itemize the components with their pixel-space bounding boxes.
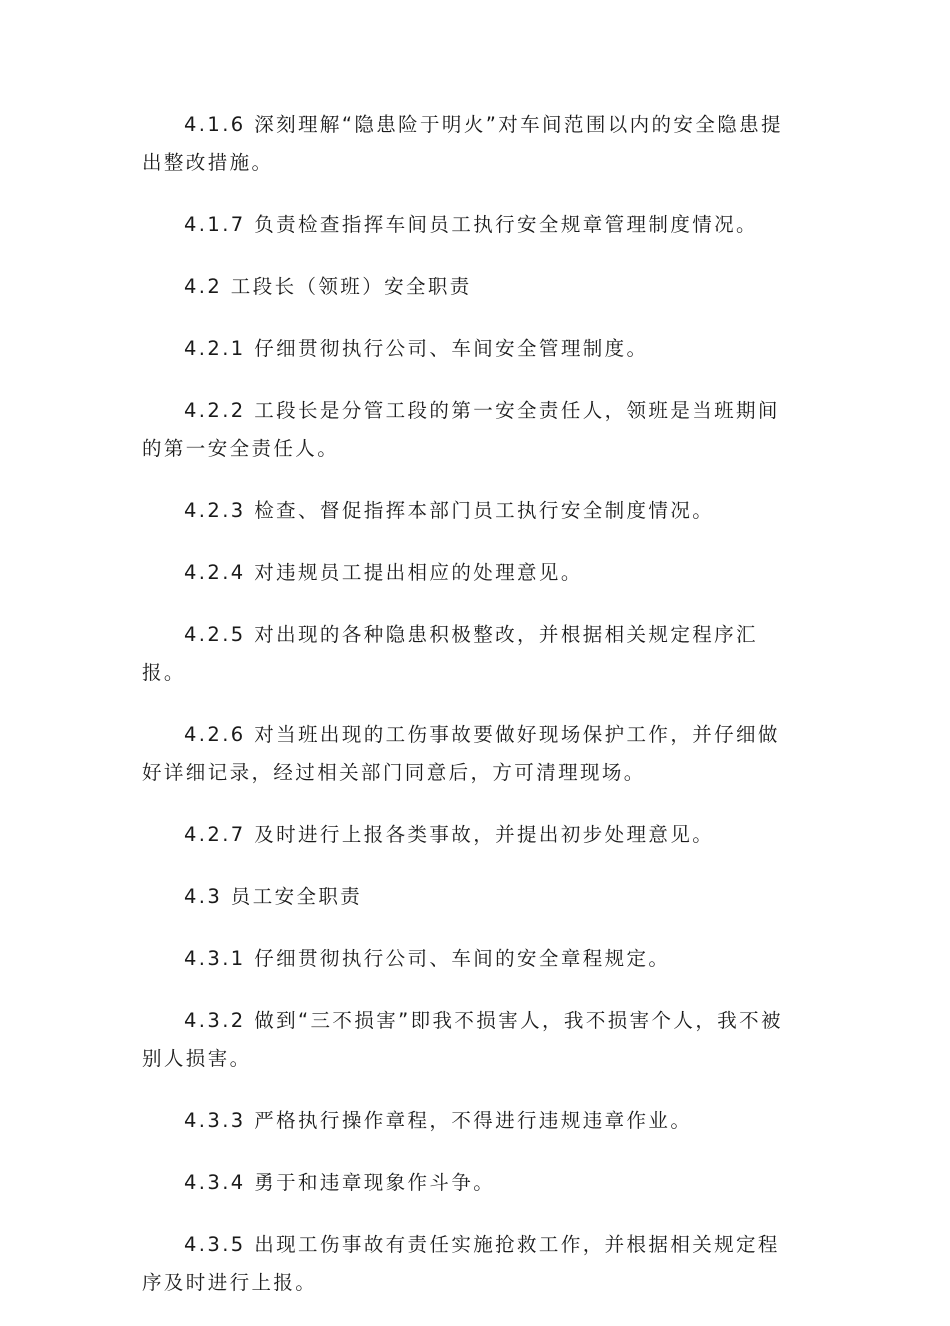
clause-4-1-6: 4.1.6 深刻理解“隐患险于明火”对车间范围以内的安全隐患提出整改措施。 [142, 113, 783, 174]
clause-4-3-4: 4.3.4 勇于和违章现象作斗争。 [184, 1171, 496, 1194]
clause-4-3-2: 4.3.2 做到“三不损害”即我不损害人，我不损害个人，我不被别人损害。 [142, 1009, 783, 1070]
clause-4-2-7: 4.2.7 及时进行上报各类事故，并提出初步处理意见。 [184, 823, 715, 846]
clause-4-2-6: 4.2.6 对当班出现的工伤事故要做好现场保护工作，并仔细做好详细记录，经过相关部门同意后，方可清理现场。 [142, 723, 780, 784]
clause-4-1-7: 4.1.7 负责检查指挥车间员工执行安全规章管理制度情况。 [184, 213, 758, 236]
clause-4-2-3: 4.2.3 检查、督促指挥本部门员工执行安全制度情况。 [184, 499, 715, 522]
clause-4-3-1: 4.3.1 仔细贯彻执行公司、车间的安全章程规定。 [184, 947, 671, 970]
section-heading-4-3: 4.3 员工安全职责 [184, 885, 363, 908]
document-body [142, 106, 797, 1326]
clause-4-2-2: 4.2.2 工段长是分管工段的第一安全责任人，领班是当班期间的第一安全责任人。 [142, 399, 780, 460]
section-heading-4-2: 4.2 工段长（领班）安全职责 [184, 275, 472, 298]
clause-4-3-3: 4.3.3 严格执行操作章程，不得进行违规违章作业。 [184, 1109, 693, 1132]
clause-4-3-5: 4.3.5 出现工伤事故有责任实施抢救工作，并根据相关规定程序及时进行上报。 [142, 1233, 780, 1294]
clause-4-2-4: 4.2.4 对违规员工提出相应的处理意见。 [184, 561, 583, 584]
clause-4-2-1: 4.2.1 仔细贯彻执行公司、车间安全管理制度。 [184, 337, 649, 360]
clause-4-2-5: 4.2.5 对出现的各种隐患积极整改，并根据相关规定程序汇报。 [142, 623, 758, 684]
